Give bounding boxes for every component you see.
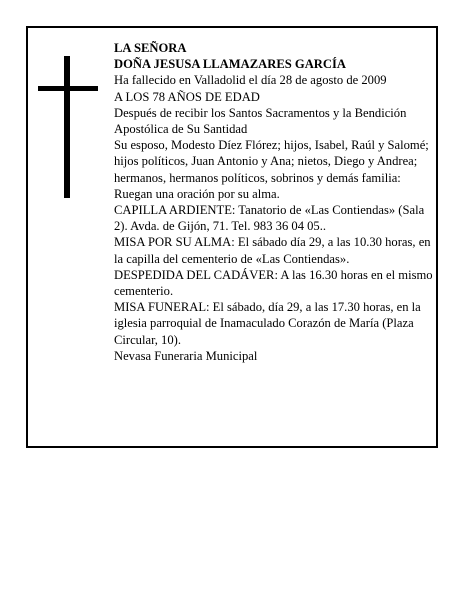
cross-horizontal-bar	[38, 86, 98, 91]
prayer-line: Ruegan una oración por su alma.	[114, 186, 280, 201]
cross-icon	[38, 56, 98, 198]
sacraments-line: Después de recibir los Santos Sacramentos y la Bendición Apostólica de Su Santidad	[114, 105, 407, 137]
cross-vertical-bar	[64, 56, 70, 198]
chapel-text: Tanatorio de «Las Contiendas» (Sala 2). Avda. de Gijón, 71. Tel. 983 36 04 05..	[114, 203, 425, 234]
farewell-paragraph	[114, 267, 434, 299]
funeral-label: MISA FUNERAL:	[114, 300, 210, 315]
age-line: A LOS 78 AÑOS DE EDAD	[114, 89, 260, 104]
death-info: Ha fallecido en Valladolid el día 28 de agosto de 2009	[114, 73, 387, 88]
funeral-text: El sábado, día 29, a las 17.30 horas, en la iglesia parroquial de Inamaculado Corazón de María (Plaza Circular, 10).	[114, 300, 421, 347]
family-line: Su esposo, Modesto Díez Flórez; hijos, Isabel, Raúl y Salomé; hijos políticos, Juan Antonio y Ana; nietos, Diego y Andrea; hermanos, hermanos políticos, sobrinos y demás familia:	[114, 138, 429, 185]
header-title: LA SEÑORA	[114, 41, 187, 55]
chapel-label: CAPILLA ARDIENTE:	[114, 203, 236, 218]
obituary-text	[114, 40, 434, 364]
deceased-name: DOÑA JESUSA LLAMAZARES GARCÍA	[114, 57, 346, 72]
mass-paragraph	[114, 234, 434, 266]
mass-text: El sábado día 29, a las 10.30 horas, en la capilla del cementerio de «Las Contiendas».	[114, 235, 431, 266]
farewell-text: A las 16.30 horas en el mismo cementerio.	[114, 267, 433, 299]
funeral-paragraph	[114, 299, 434, 348]
mass-label: MISA POR SU ALMA:	[114, 235, 235, 250]
chapel-paragraph	[114, 202, 434, 234]
funeral-home: Nevasa Funeraria Municipal	[114, 348, 258, 363]
farewell-label: DESPEDIDA DEL CADÁVER:	[114, 267, 278, 282]
